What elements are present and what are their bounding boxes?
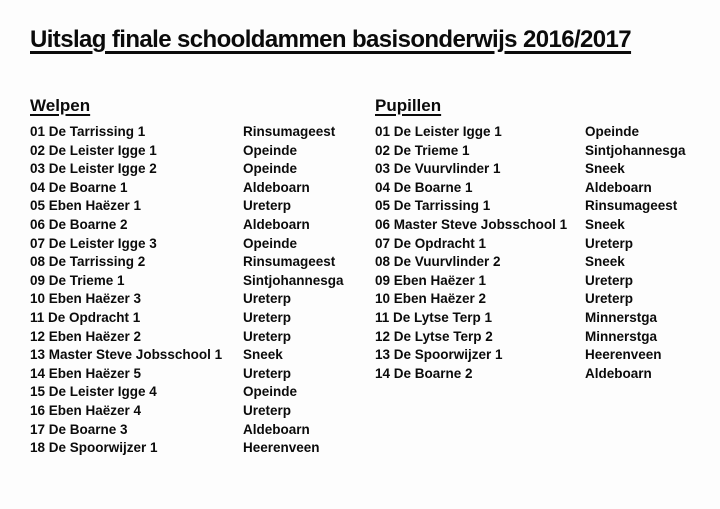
place-name: Sneek [585,161,625,177]
place-name: Minnerstga [585,309,658,325]
place-name: Ureterp [585,272,634,288]
place-name: Aldeboarn [243,421,310,437]
place-name: Sneek [243,347,283,363]
rank-and-team: 09 De Trieme 1 [30,272,125,288]
rank-and-team: 12 De Lytse Terp 2 [375,328,493,344]
rank-and-team: 11 De Lytse Terp 1 [375,309,493,325]
result-row [30,161,365,180]
result-row [375,198,710,217]
place-name: Sneek [585,254,625,270]
welpen-rows [30,124,365,459]
result-row [30,347,365,366]
place-name: Ureterp [585,235,634,251]
result-row [375,180,710,199]
result-row [375,161,710,180]
rank-and-team: 06 Master Steve Jobsschool 1 [375,216,568,232]
pupillen-rows [375,124,710,384]
rank-and-team: 11 De Opdracht 1 [30,309,141,325]
place-name: Ureterp [243,328,292,344]
welpen-header: Welpen [30,96,91,115]
rank-and-team: 03 De Vuurvlinder 1 [375,161,501,177]
place-name: Heerenveen [585,347,662,363]
rank-and-team: 03 De Leister Igge 2 [30,161,157,177]
rank-and-team: 14 Eben Haëzer 5 [30,365,142,381]
result-row [30,403,365,422]
result-row [30,198,365,217]
rank-and-team: 13 Master Steve Jobsschool 1 [30,347,223,363]
result-row [30,422,365,441]
place-name: Opeinde [243,235,298,251]
result-row [375,347,710,366]
result-row [375,217,710,236]
result-row [30,273,365,292]
place-name: Ureterp [243,309,292,325]
result-row [30,384,365,403]
result-row [375,291,710,310]
result-row [30,440,365,459]
rank-and-team: 13 De Spoorwijzer 1 [375,347,503,363]
rank-and-team: 04 De Boarne 1 [30,179,128,195]
result-row [375,329,710,348]
pupillen-column [375,96,710,384]
result-row [30,291,365,310]
rank-and-team: 04 De Boarne 1 [375,179,473,195]
rank-and-team: 15 De Leister Igge 4 [30,384,157,400]
rank-and-team: 16 Eben Haëzer 4 [30,402,142,418]
place-name: Aldeboarn [243,179,310,195]
rank-and-team: 10 Eben Haëzer 2 [375,291,487,307]
place-name: Ureterp [243,198,292,214]
rank-and-team: 08 De Vuurvlinder 2 [375,254,501,270]
result-row [30,254,365,273]
place-name: Minnerstga [585,328,658,344]
rank-and-team: 02 De Trieme 1 [375,142,470,158]
result-row [375,273,710,292]
result-row [375,254,710,273]
place-name: Aldeboarn [585,365,652,381]
result-row [375,310,710,329]
place-name: Sneek [585,216,625,232]
place-name: Opeinde [585,124,640,139]
place-name: Aldeboarn [243,216,310,232]
rank-and-team: 09 Eben Haëzer 1 [375,272,487,288]
rank-and-team: 05 De Tarrissing 1 [375,198,491,214]
result-row [375,366,710,385]
rank-and-team: 02 De Leister Igge 1 [30,142,157,158]
welpen-column [30,96,365,459]
rank-and-team: 17 De Boarne 3 [30,421,128,437]
place-name: Rinsumageest [243,124,336,139]
place-name: Rinsumageest [243,254,336,270]
rank-and-team: 06 De Boarne 2 [30,216,128,232]
place-name: Sintjohannesga [585,142,686,158]
result-row [30,329,365,348]
result-row [30,366,365,385]
result-row [30,124,365,143]
page-title: Uitslag finale schooldammen basisonderwijs 2016/2017 [30,26,632,53]
place-name: Opeinde [243,161,298,177]
rank-and-team: 14 De Boarne 2 [375,365,473,381]
place-name: Ureterp [243,365,292,381]
place-name: Opeinde [243,142,298,158]
place-name: Heerenveen [243,440,320,456]
result-row [30,143,365,162]
rank-and-team: 01 De Tarrissing 1 [30,124,146,139]
result-row [375,143,710,162]
rank-and-team: 08 De Tarrissing 2 [30,254,146,270]
result-row [30,180,365,199]
rank-and-team: 01 De Leister Igge 1 [375,124,502,139]
result-row [30,310,365,329]
rank-and-team: 10 Eben Haëzer 3 [30,291,142,307]
place-name: Opeinde [243,384,298,400]
pupillen-header: Pupillen [375,96,442,115]
place-name: Ureterp [243,402,292,418]
rank-and-team: 12 Eben Haëzer 2 [30,328,142,344]
place-name: Aldeboarn [585,179,652,195]
place-name: Ureterp [243,291,292,307]
result-row [375,236,710,255]
result-row [375,124,710,143]
rank-and-team: 05 Eben Haëzer 1 [30,198,142,214]
rank-and-team: 18 De Spoorwijzer 1 [30,440,158,456]
rank-and-team: 07 De Leister Igge 3 [30,235,157,251]
result-row [30,217,365,236]
rank-and-team: 07 De Opdracht 1 [375,235,487,251]
place-name: Sintjohannesga [243,272,344,288]
place-name: Ureterp [585,291,634,307]
result-row [30,236,365,255]
place-name: Rinsumageest [585,198,678,214]
